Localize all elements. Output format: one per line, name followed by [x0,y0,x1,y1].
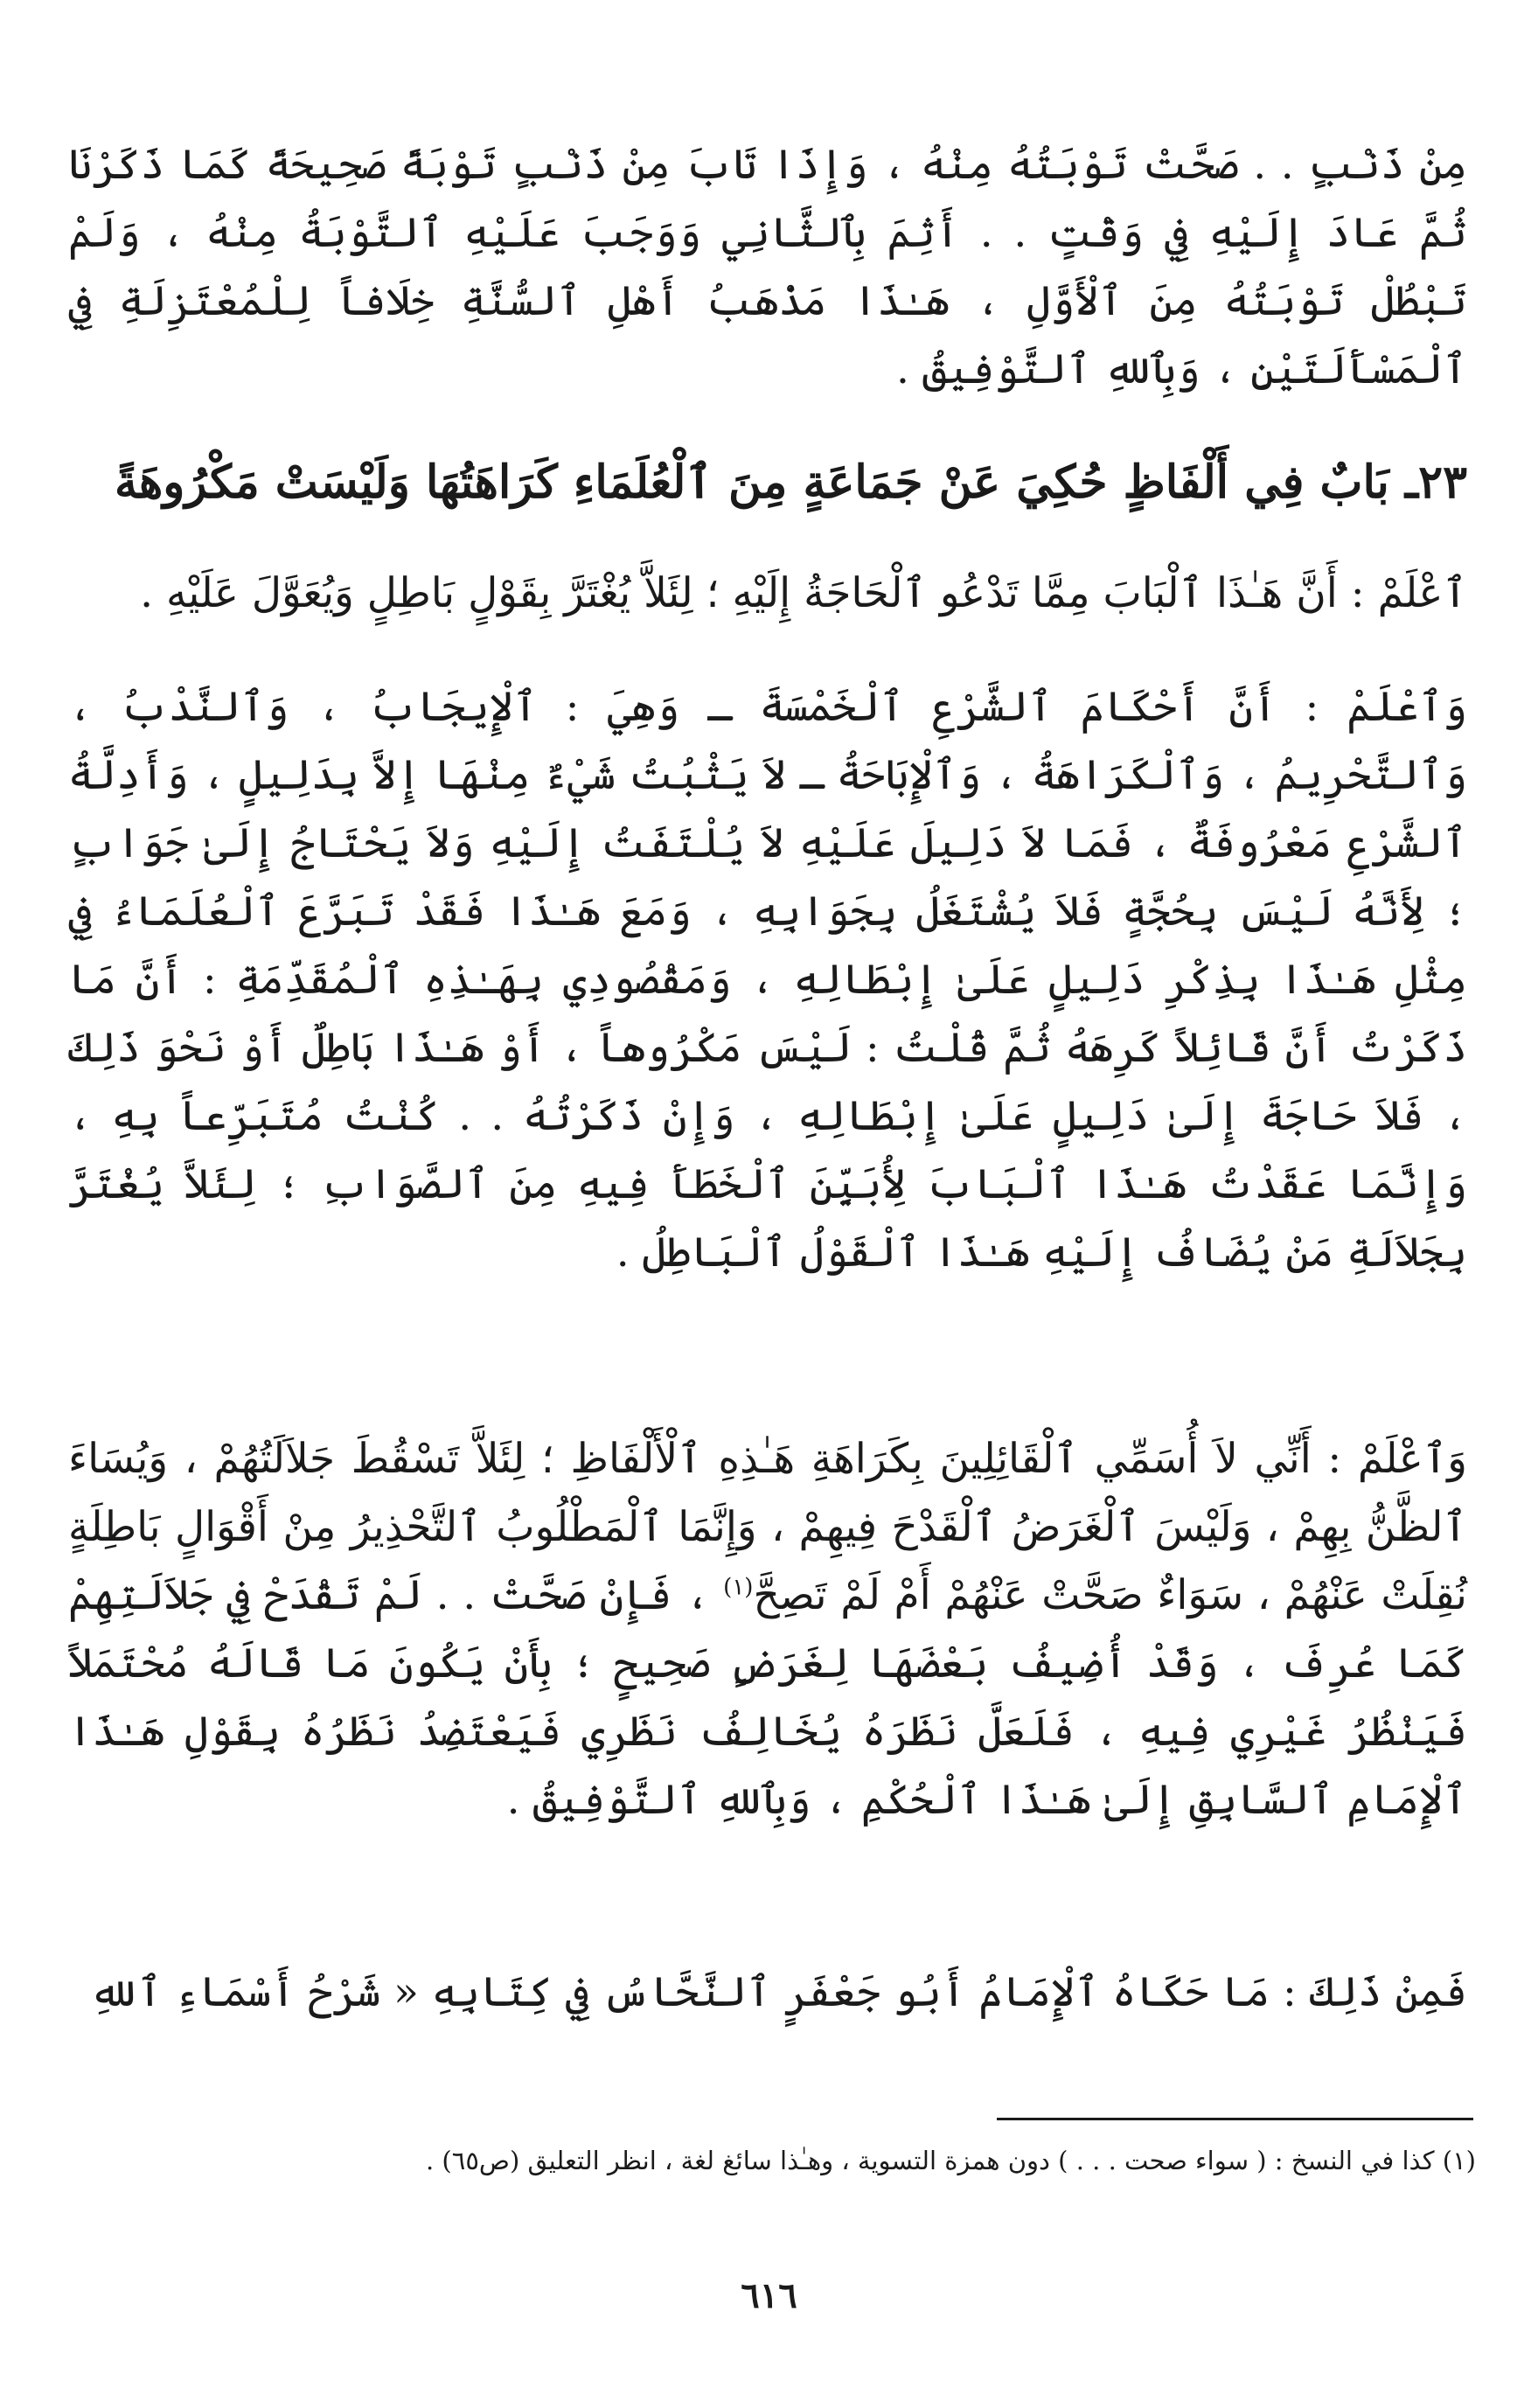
paragraph-naming-part-2: ، فَإِنْ صَحَّتْ . . لَمْ تَقْدَحْ فِي جَلاَلَتِهِمْ كَمَا عُرِفَ ، وَقَدْ أُضِيفُ بَعْضَهَا لِغَرَضٍ صَحِيحٍ ؛ بِأَنْ يَكُونَ مَا قَالَهُ مُحْتَمَلاً فَيَنْظُرُ غَيْرِي فِيهِ ، فَلَعَلَّ نَظَرَهُ يُخَالِفُ نَظَرِي فَيَعْتَضِدُ نَظَرُهُ بِقَوْلِ هَـٰذَا ٱلْإِمَامِ ٱلسَّابِقِ إِلَىٰ هَـٰذَا ٱلْحُكْمِ ، وَبِٱللهِ ٱلتَّوْفِيقُ . [68,1571,1467,1824]
footnote-divider [997,2118,1473,2120]
paragraph-naming [68,1425,1467,1834]
footnote: (١) كذا في النسخ : ( سواء صحت . . . ) دون همزة التسوية ، وهـٰذا سائغ لغة ، انظر التعليق (ص٦٥) . [425,2146,1476,2175]
chapter-heading: ٢٣ـ بَابٌ فِي أَلْفَاظٍ حُكِيَ عَنْ جَمَاعَةٍ مِنَ ٱلْعُلَمَاءِ كَرَاهَتُهَا وَلَيْسَتْ مَكْرُوهَةً [115,456,1467,509]
paragraph-intro: ٱعْلَمْ : أَنَّ هَـٰذَا ٱلْبَابَ مِمَّا تَدْعُو ٱلْحَاجَةُ إِلَيْهِ ؛ لِئَلاَّ يُغْتَرَّ بِقَوْلٍ بَاطِلٍ وَيُعَوَّلَ عَلَيْهِ . [140,569,1467,617]
footnote-reference: (١) [723,1574,754,1601]
paragraph-rulings: وَٱعْلَمْ : أَنَّ أَحْكَامَ ٱلشَّرْعِ ٱلْخَمْسَةَ ـ وَهِيَ : ٱلْإِيجَابُ ، وَٱلنَّدْبُ ، وَٱلتَّحْرِيمُ ، وَٱلْكَرَاهَةُ ، وَٱلْإِبَاحَةُ ـ لاَ يَثْبُتُ شَيْءٌ مِنْهَا إِلاَّ بِدَلِيلٍ ، وَأَدِلَّةُ ٱلشَّرْعِ مَعْرُوفَةٌ ، فَمَا لاَ دَلِيلَ عَلَيْهِ لاَ يُلْتَفَتُ إِلَيْهِ وَلاَ يَحْتَاجُ إِلَىٰ جَوَابٍ ؛ لِأَنَّهُ لَيْسَ بِحُجَّةٍ فَلاَ يُشْتَغَلُ بِجَوَابِهِ ، وَمَعَ هَـٰذَا فَقَدْ تَبَرَّعَ ٱلْعُلَمَاءُ فِي مِثْلِ هَـٰذَا بِذِكْرِ دَلِيلٍ عَلَىٰ إِبْطَالِهِ ، وَمَقْصُودِي بِهَـٰذِهِ ٱلْمُقَدِّمَةِ : أَنَّ مَا ذَكَرْتُ أَنَّ قَائِلاً كَرِهَهُ ثُمَّ قُلْتُ : لَيْسَ مَكْرُوهاً ، أَوْ هَـٰذَا بَاطِلٌ أَوْ نَحْوَ ذَلِكَ ، فَلاَ حَاجَةَ إِلَىٰ دَلِيلٍ عَلَىٰ إِبْطَالِهِ ، وَإِنْ ذَكَرْتُهُ . . كُنْتُ مُتَبَرِّعاً بِهِ ، وَإِنَّمَا عَقَدْتُ هَـٰذَا ٱلْبَابَ لِأُبَيِّنَ ٱلْخَطَأَ فِيهِ مِنَ ٱلصَّوَابِ ؛ لِئَلاَّ يُغْتَرَّ بِجَلاَلَةِ مَنْ يُضَافُ إِلَيْهِ هَـٰذَا ٱلْقَوْلُ ٱلْبَاطِلُ . [68,683,1467,1277]
paragraph-examples: فَمِنْ ذَلِكَ : مَا حَكَاهُ ٱلْإِمَامُ أَبُو جَعْفَرٍ ٱلنَّحَّاسُ فِي كِتَابِهِ « شَرْحُ أَسْمَاءِ ٱللهِ [89,1968,1467,2016]
page-number: ٦١٦ [741,2275,797,2316]
paragraph-naming-part-1: وَٱعْلَمْ : أَنِّي لاَ أُسَمِّي ٱلْقَائِلِينَ بِكَرَاهَةِ هَـٰذِهِ ٱلْأَلْفَاظِ ؛ لِئَلاَّ تَسْقُطَ جَلاَلَتُهُمْ ، وَيُسَاءَ ٱلظَّنُّ بِهِمْ ، وَلَيْسَ ٱلْغَرَضُ ٱلْقَدْحَ فِيهِمْ ، وَإِنَّمَا ٱلْمَطْلُوبُ ٱلتَّحْذِيرُ مِنْ أَقْوَالٍ بَاطِلَةٍ نُقِلَتْ عَنْهُمْ ، سَوَاءٌ صَحَّتْ عَنْهُمْ أَمْ لَمْ تَصِحَّ [68,1435,1467,1619]
paragraph-continuation: مِنْ ذَنْبٍ . . صَحَّتْ تَوْبَتُهُ مِنْهُ ، وَإِذَا تَابَ مِنْ ذَنْبٍ تَوْبَةً صَحِيحَةً كَمَا ذَكَرْنَا ثُمَّ عَادَ إِلَيْهِ فِي وَقْتٍ . . أَثِمَ بِٱلثَّانِي وَوَجَبَ عَلَيْهِ ٱلتَّوْبَةُ مِنْهُ ، وَلَمْ تَبْطُلْ تَوْبَتُهُ مِنَ ٱلْأَوَّلِ ، هَـٰذَا مَذْهَبُ أَهْلِ ٱلسُّنَّةِ خِلَافاً لِلْمُعْتَزِلَةِ فِي ٱلْمَسْأَلَتَيْنِ ، وَبِٱللهِ ٱلتَّوْفِيقُ . [68,141,1468,393]
